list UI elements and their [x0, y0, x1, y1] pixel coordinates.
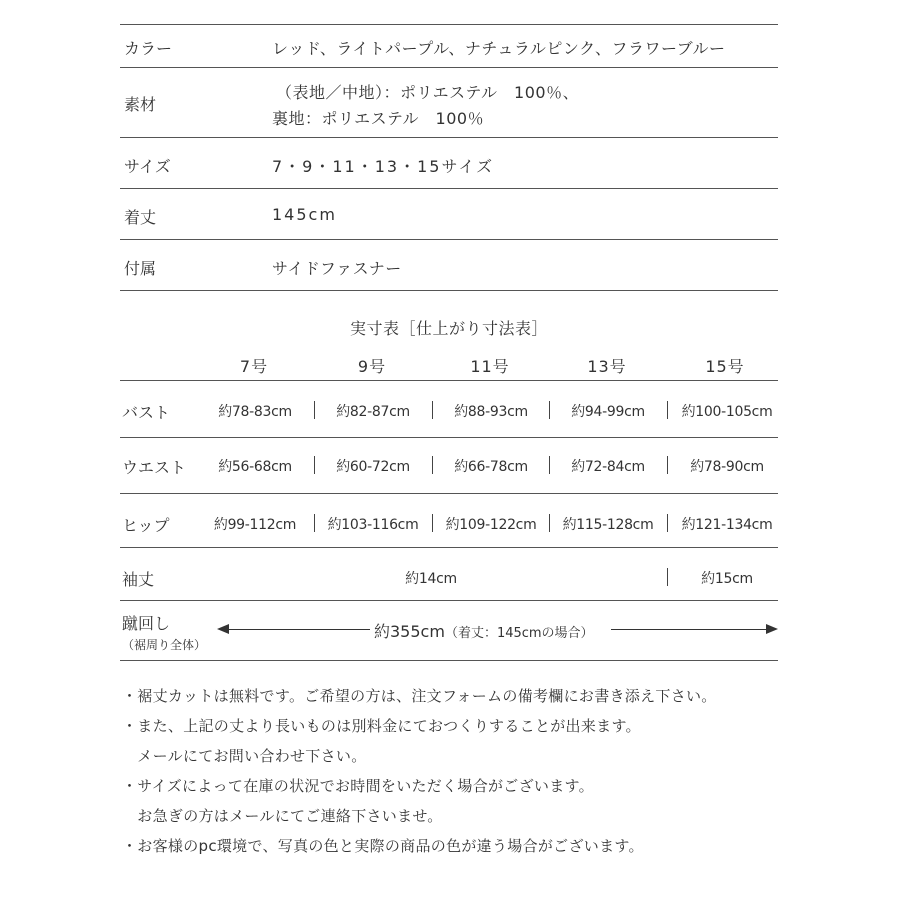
spec-label-color: カラー [124, 39, 173, 58]
row-sublabel-hem: （裾周り全体） [122, 638, 207, 652]
cell-waist-15: 約78-90cm [690, 459, 764, 475]
divider [120, 188, 778, 189]
size-header-13: 13号 [587, 357, 627, 376]
note-line: メールにてお問い合わせ下さい。 [122, 747, 367, 765]
hem-value [374, 619, 594, 642]
size-header-11: 11号 [470, 357, 510, 376]
row-label-hip: ヒップ [122, 516, 170, 535]
cell-hip-9: 約103-116cm [327, 517, 419, 533]
spec-label-size: サイズ [124, 157, 171, 176]
size-table-title: 実寸表［仕上がり寸法表］ [349, 319, 548, 338]
divider [120, 660, 778, 661]
spec-value-color: レッド、ライトパープル、ナチュラルピンク、フラワーブルー [272, 39, 726, 58]
cell-waist-7: 約56-68cm [218, 459, 292, 475]
hem-value-note: （着丈：145cmの場合） [444, 626, 594, 641]
divider [120, 493, 778, 494]
spec-value-size: 7・9・11・13・15サイズ [272, 157, 495, 176]
spec-label-accessory: 付属 [124, 259, 157, 278]
arrow-line [611, 629, 767, 630]
cell-hip-15: 約121-134cm [681, 517, 773, 533]
spec-value-material-line-1: （表地／中地）：ポリエステル 100％、 [276, 83, 580, 102]
row-label-waist: ウエスト [122, 458, 187, 477]
size-header-15: 15号 [705, 357, 745, 376]
divider [120, 24, 778, 25]
divider [120, 437, 778, 438]
cell-bust-15: 約100-105cm [681, 404, 773, 420]
spec-label-material: 素材 [124, 95, 157, 114]
note-line: ・サイズによって在庫の状況でお時間をいただく場合がございます。 [122, 777, 594, 795]
cell-bust-9: 約82-87cm [336, 404, 410, 420]
divider [120, 547, 778, 548]
size-header-9: 9号 [357, 357, 387, 376]
size-header-7: 7号 [239, 357, 269, 376]
row-label-bust: バスト [122, 403, 171, 422]
divider [120, 67, 778, 68]
cell-bust-11: 約88-93cm [454, 404, 528, 420]
arrow-line [228, 629, 370, 630]
cell-hip-7: 約99-112cm [213, 517, 297, 533]
cell-sleeve-7-13: 約14cm [405, 571, 457, 587]
spec-value-accessory: サイドファスナー [272, 259, 402, 278]
spec-value-length: 145cm [272, 205, 337, 224]
cell-bust-13: 約94-99cm [571, 404, 645, 420]
cell-hip-11: 約109-122cm [445, 517, 537, 533]
note-line: ・また、上記の丈より長いものは別料金にておつくりすることが出来ます。 [122, 717, 641, 735]
note-line: ・お客様のpc環境で、写真の色と実際の商品の色が違う場合がございます。 [122, 837, 644, 855]
cell-bust-7: 約78-83cm [218, 404, 292, 420]
divider [120, 290, 778, 291]
divider [120, 600, 778, 601]
note-line: ・裾丈カットは無料です。ご希望の方は、注文フォームの備考欄にお書き添え下さい。 [122, 687, 717, 705]
hem-value-main: 約355cm [374, 622, 445, 641]
row-label-sleeve: 袖丈 [122, 570, 155, 589]
cell-waist-9: 約60-72cm [336, 459, 410, 475]
cell-sleeve-15: 約15cm [701, 571, 753, 587]
cell-waist-11: 約66-78cm [454, 459, 528, 475]
divider [120, 380, 778, 381]
divider [120, 137, 778, 138]
divider [120, 239, 778, 240]
spec-value-material-line-2: 裏地：ポリエステル 100％ [272, 109, 485, 128]
cell-hip-13: 約115-128cm [562, 517, 654, 533]
cell-waist-13: 約72-84cm [571, 459, 645, 475]
note-line: お急ぎの方はメールにてご連絡下さいませ。 [122, 807, 443, 825]
arrow-right-icon [766, 624, 778, 634]
spec-label-length: 着丈 [124, 208, 157, 227]
row-label-hem: 蹴回し [122, 614, 171, 633]
